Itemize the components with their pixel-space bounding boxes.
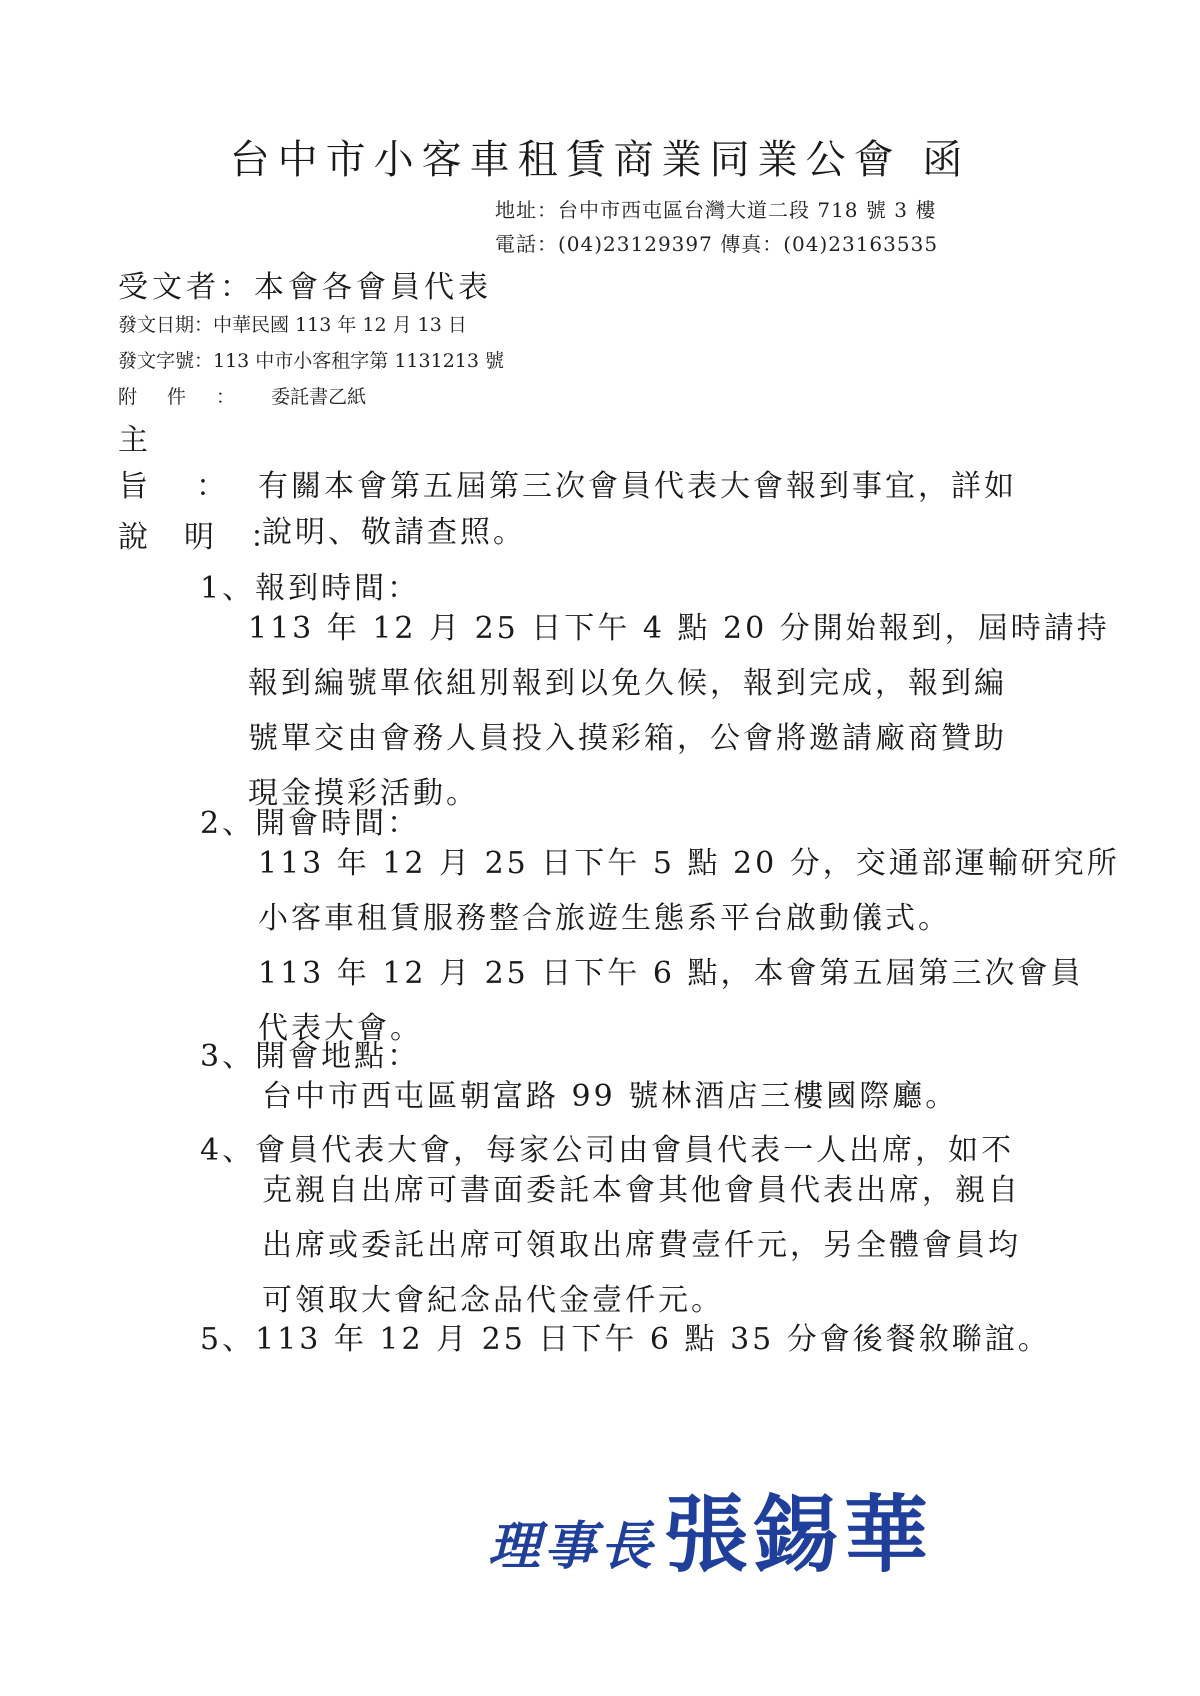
item-4-heading: 4、會員代表大會，每家公司由會員代表一人出席，如不 — [200, 1133, 1015, 1168]
subject-label: 主旨： — [118, 423, 274, 504]
item-3-heading: 3、開會地點： — [200, 1039, 421, 1074]
letter-title: 台中市小客車租賃商業同業公會 函 — [229, 137, 971, 183]
document-number: 發文字號：113 中市小客租字第 1131213 號 — [118, 350, 505, 372]
item-2-heading: 2、開會時間： — [200, 806, 421, 841]
item-1-line-1: 113 年 12 月 25 日下午 4 點 20 分開始報到，屆時請持 — [248, 611, 1110, 646]
item-4-line-2: 出席或委託出席可領取出席費壹仟元，另全體會員均 — [262, 1228, 1021, 1263]
attachment-value: 委託書乙紙 — [271, 386, 367, 408]
subject-line-2: 說明、敬請查照。 — [262, 515, 526, 550]
signature-title: 理事長 — [488, 1516, 657, 1577]
item-1-line-4: 現金摸彩活動。 — [248, 776, 479, 811]
letter-phone-fax: 電話：(04)23129397 傳真：(04)23163535 — [495, 232, 939, 256]
item-2-body — [258, 836, 1120, 1056]
attachment — [118, 382, 366, 409]
issue-date: 發文日期：中華民國 113 年 12 月 13 日 — [118, 314, 467, 336]
item-2-line-3: 113 年 12 月 25 日下午 6 點，本會第五屆第三次會員 — [258, 956, 1084, 991]
item-4-line-1: 克親自出席可書面委託本會其他會員代表出席，親自 — [262, 1173, 1021, 1208]
item-2-line-4: 代表大會。 — [258, 1011, 423, 1046]
item-4-body — [262, 1163, 1021, 1328]
subject-line-1: 有關本會第五屆第三次會員代表大會報到事宜，詳如 — [258, 469, 1017, 504]
signature — [488, 1468, 934, 1589]
recipient: 受文者：本會各會員代表 — [118, 270, 492, 305]
item-1-line-3: 號單交由會務人員投入摸彩箱，公會將邀請廠商贊助 — [248, 721, 1007, 756]
item-3-body — [262, 1069, 958, 1124]
explanation-label: 說明： — [118, 520, 316, 555]
letter-address: 地址：台中市西屯區台灣大道二段 718 號 3 樓 — [495, 198, 937, 222]
item-2-line-2: 小客車租賃服務整合旅遊生態系平台啟動儀式。 — [258, 901, 951, 936]
signature-name: 張錫華 — [664, 1485, 935, 1584]
item-5-heading: 5、113 年 12 月 25 日下午 6 點 35 分會後餐敘聯誼。 — [200, 1322, 1051, 1357]
item-4-line-3: 可領取大會紀念品代金壹仟元。 — [262, 1283, 724, 1318]
item-1-heading: 1、報到時間： — [200, 571, 421, 606]
attachment-label: 附件： — [118, 386, 266, 408]
item-3-line-1: 台中市西屯區朝富路 99 號林酒店三樓國際廳。 — [262, 1079, 959, 1114]
item-2-line-1: 113 年 12 月 25 日下午 5 點 20 分，交通部運輸研究所 — [258, 846, 1120, 881]
item-1-line-2: 報到編號單依組別報到以免久候，報到完成，報到編 — [248, 666, 1007, 701]
item-1-body — [248, 601, 1110, 821]
